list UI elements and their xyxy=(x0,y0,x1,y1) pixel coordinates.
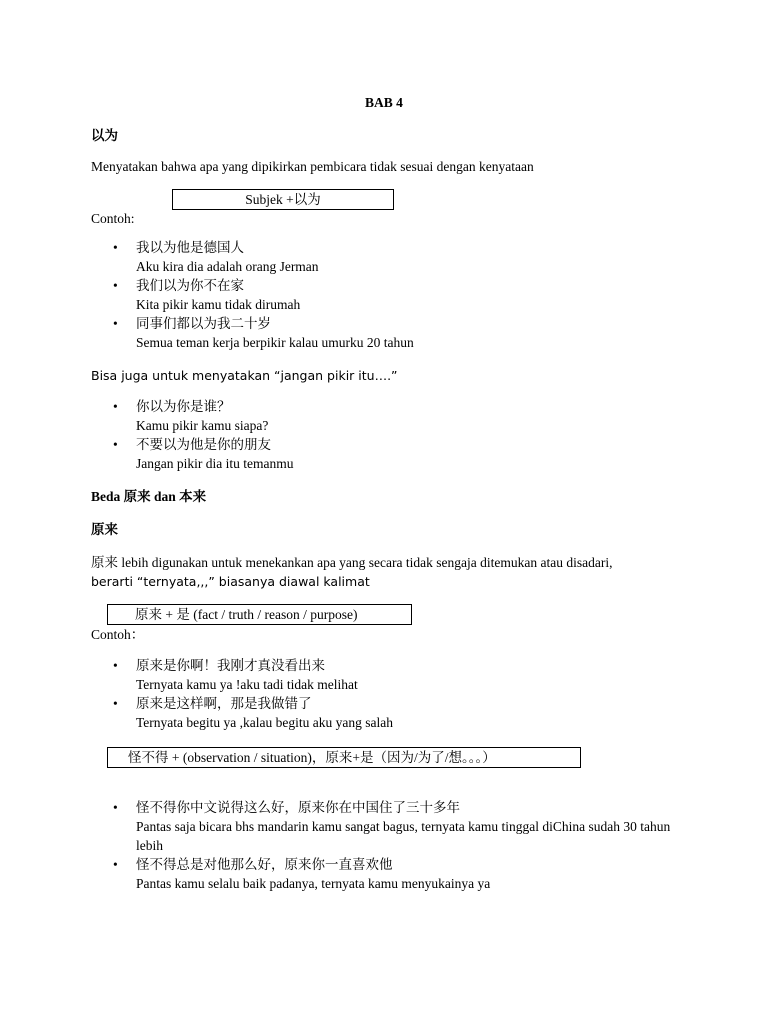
subheading-yuanlai: 原来 xyxy=(91,522,118,537)
example-chinese: • 不要以为他是你的朋友 xyxy=(136,437,271,452)
chapter-title: BAB 4 xyxy=(365,95,403,110)
example-translation: Semua teman kerja berpikir kalau umurku 20 tahun xyxy=(136,335,414,350)
list-item xyxy=(0,276,696,314)
list-item xyxy=(0,397,696,435)
formula-box: Subjek +以为 xyxy=(172,189,394,210)
example-translation: Kamu pikir kamu siapa? xyxy=(136,418,269,433)
example-chinese: • 你以为你是谁？ xyxy=(136,399,231,414)
section-description: Menyatakan bahwa apa yang dipikirkan pembicara tidak sesuai dengan kenyataan xyxy=(91,159,534,174)
example-chinese: • 我们以为你不在家 xyxy=(136,278,244,293)
example-translation: Pantas kamu selalu baik padanya, ternyata kamu menyukainya ya xyxy=(136,876,491,891)
section-heading-yiwei: 以为 xyxy=(91,128,118,143)
example-translation: Pantas saja bicara bhs mandarin kamu sangat bagus, ternyata kamu tinggal diChina sudah 30 tahun lebih xyxy=(136,819,671,853)
section-description: 原来 lebih digunakan untuk menekankan apa yang secara tidak sengaja ditemukan atau disadari, xyxy=(91,555,613,570)
list-item xyxy=(0,798,696,855)
section-description-continued: berarti “ternyata,,,” biasanya diawal kalimat xyxy=(91,574,370,589)
list-item xyxy=(0,314,696,352)
example-translation: Ternyata begitu ya ,kalau begitu aku yang salah xyxy=(136,715,393,730)
example-label: Contoh： xyxy=(91,627,145,642)
example-chinese: • 同事们都以为我二十岁 xyxy=(136,316,271,331)
example-list xyxy=(0,656,696,732)
list-item xyxy=(0,656,696,694)
example-chinese: • 我以为他是德国人 xyxy=(136,240,244,255)
example-chinese: • 怪不得总是对他那么好，原来你一直喜欢他 xyxy=(136,857,393,872)
example-translation: Jangan pikir dia itu temanmu xyxy=(136,456,294,471)
example-chinese: • 怪不得你中文说得这么好，原来你在中国住了三十多年 xyxy=(136,800,460,815)
formula-box: 原来 + 是 (fact / truth / reason / purpose) xyxy=(107,604,412,625)
example-chinese: • 原来是你啊！我刚才真没看出来 xyxy=(136,658,325,673)
formula-box: 怪不得 + (observation / situation)，原来+是（因为/为了/想。。。） xyxy=(107,747,581,768)
example-translation: Aku kira dia adalah orang Jerman xyxy=(136,259,319,274)
example-list xyxy=(0,238,696,352)
list-item xyxy=(0,855,696,893)
section-heading-comparison: Beda 原来 dan 本来 xyxy=(91,489,207,504)
example-chinese: • 原来是这样啊，那是我做错了 xyxy=(136,696,312,711)
list-item xyxy=(0,694,696,732)
example-translation: Ternyata kamu ya !aku tadi tidak melihat xyxy=(136,677,358,692)
example-translation: Kita pikir kamu tidak dirumah xyxy=(136,297,301,312)
example-list xyxy=(0,397,696,473)
example-label: Contoh: xyxy=(91,211,135,226)
list-item xyxy=(0,435,696,473)
example-list xyxy=(0,798,696,893)
list-item xyxy=(0,238,696,276)
usage-note: Bisa juga untuk menyatakan “jangan pikir itu….” xyxy=(91,368,398,383)
